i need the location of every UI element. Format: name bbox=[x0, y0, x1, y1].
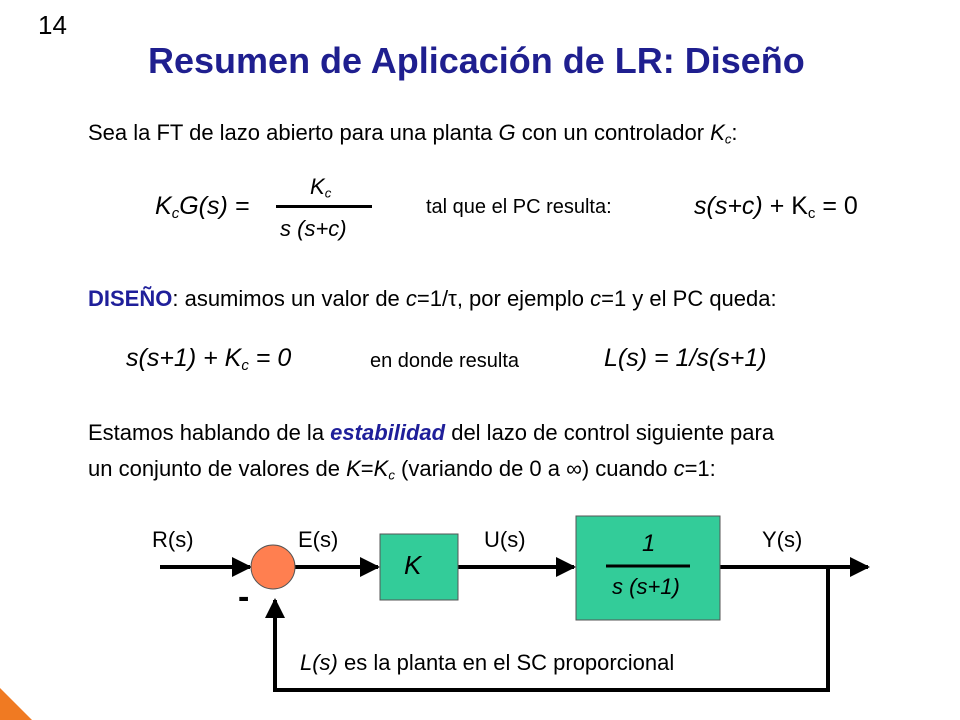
plant-num: 1 bbox=[642, 530, 656, 557]
lhs-k: K bbox=[155, 192, 172, 220]
stab-eq: = bbox=[360, 456, 374, 481]
stab-kc-sub: c bbox=[388, 467, 395, 483]
y-label: Y(s) bbox=[762, 527, 803, 552]
design-t4: =1 y el PC queda: bbox=[601, 286, 777, 311]
summing-junction bbox=[251, 545, 295, 589]
ls-expression: L(s) = 1/s(s+1) bbox=[604, 344, 767, 372]
pc-part3: = 0 bbox=[815, 192, 858, 220]
controller-k: K bbox=[404, 550, 422, 580]
controller-label bbox=[404, 550, 421, 581]
stab-t6: =1: bbox=[684, 456, 716, 481]
design-t2: =1/ bbox=[416, 286, 449, 311]
pc-part2: + K bbox=[762, 192, 808, 220]
eq2-sub: c bbox=[241, 356, 249, 374]
e-label: E(s) bbox=[298, 527, 339, 552]
plant-denominator bbox=[612, 574, 680, 600]
lhs-rest: G(s) = bbox=[179, 192, 250, 220]
stab-t3: un conjunto de valores de bbox=[88, 456, 347, 481]
design-label: DISEÑO bbox=[88, 286, 173, 311]
caption-rest: es la planta en el SC proporcional bbox=[337, 650, 675, 675]
stability-emphasis: estabilidad bbox=[330, 420, 446, 445]
plant-numerator bbox=[642, 530, 655, 558]
eq2-part2: = 0 bbox=[248, 344, 292, 372]
plant-den-rest: (s+1) bbox=[629, 574, 680, 599]
stab-t2: del lazo de control siguiente para bbox=[445, 420, 775, 445]
stab-t1: Estamos hablando de la bbox=[88, 420, 331, 445]
plant-den-s: s bbox=[612, 574, 623, 599]
corner-accent bbox=[0, 688, 32, 720]
intro-prefix: Sea la FT de lazo abierto para una planta bbox=[88, 120, 499, 145]
caption-ls: L(s) bbox=[300, 650, 338, 675]
stab-kc: K bbox=[373, 456, 389, 481]
design-c2: c bbox=[590, 286, 602, 311]
stab-c: c bbox=[673, 456, 685, 481]
design-t3: , por ejemplo bbox=[456, 286, 591, 311]
intro-middle: con un controlador bbox=[515, 120, 711, 145]
slide-title: Resumen de Aplicación de LR: Diseño bbox=[148, 40, 805, 81]
r-label: R(s) bbox=[152, 527, 194, 552]
den-rest: (s+c) bbox=[297, 216, 347, 241]
design-c1: c bbox=[405, 286, 417, 311]
equation1-mid-text: tal que el PC resulta: bbox=[426, 196, 612, 218]
minus-sign: - bbox=[238, 578, 250, 616]
kc-subscript: c bbox=[724, 131, 732, 147]
kc-symbol: K bbox=[710, 120, 725, 145]
stab-k: K bbox=[346, 456, 361, 481]
intro-suffix: : bbox=[731, 120, 738, 145]
num-k: K bbox=[310, 174, 325, 199]
diagram-caption bbox=[300, 650, 674, 676]
num-sub: c bbox=[324, 185, 332, 201]
slide-number: 14 bbox=[38, 10, 67, 40]
design-t1: : asumimos un valor de bbox=[172, 286, 406, 311]
stab-t4: (variando de 0 a bbox=[394, 456, 567, 481]
den-s: s bbox=[280, 216, 291, 241]
u-label: U(s) bbox=[484, 527, 526, 552]
stab-t5: ) cuando bbox=[581, 456, 674, 481]
infinity-symbol: ∞ bbox=[566, 456, 582, 481]
tau-symbol: τ bbox=[448, 286, 457, 311]
pc-sub: c bbox=[807, 204, 816, 222]
equation2-mid-text: en donde resulta bbox=[370, 350, 520, 372]
lhs-sub: c bbox=[171, 204, 180, 222]
eq2-part1: s(s+1) + K bbox=[126, 344, 242, 372]
pc-part1: s(s+c) bbox=[694, 192, 763, 220]
plant-symbol: G bbox=[498, 120, 516, 145]
